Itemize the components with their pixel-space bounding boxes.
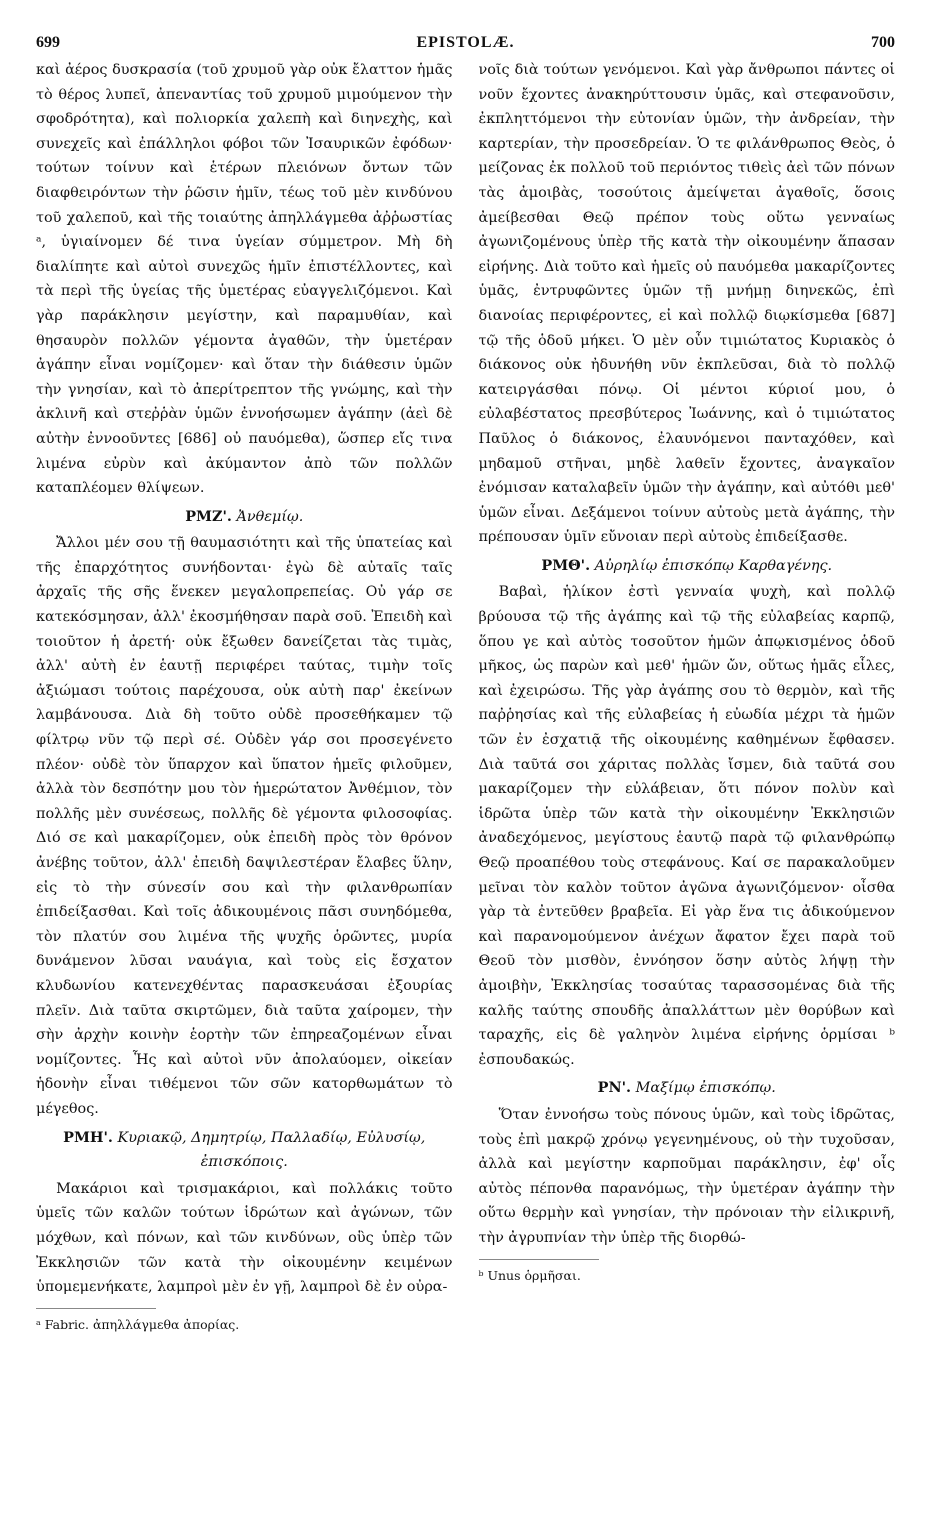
letter-number: ΡΜΘ'. — [541, 556, 591, 574]
text-columns — [36, 58, 895, 1337]
letter-body: Ἄλλοι μέν σου τῇ θαυμασιότητι καὶ τῆς ὑπατείας καὶ τῆς ἐπαρχότητος συνήδονται· ἐγὼ δὲ αὐταῖς ταῖς ἀρχαῖς τῆς σῆς ἕνεκεν μεγαλοπρεπείας. Οὐ γάρ σε κατεκόσμησαν, ἀλλ' ἐκοσμήθησαν παρὰ σοῦ. Ἐπειδὴ καὶ τοιοῦτον ἡ ἀρετή· οὐκ ἔξωθεν δανείζεται τὰς τιμὰς, ἀλλ' αὐτὴ ἐν ἑαυτῇ περιφέρει ταύτας, τιμὴν τοῖς ἀξιώμασι τούτοις παρέχουσα, οὐκ αὐτὴ παρ' ἐκείνων λαμβάνουσα. Διὰ δὴ τοῦτο οὐδὲ προσεθήκαμεν τῷ φίλτρῳ νῦν τῷ περὶ σέ. Οὐδὲν γάρ σοι προσεγένετο πλέον· οὐδὲ τὸν ὕπαρχον καὶ ὕπατον ἡμεῖς φιλοῦμεν, ἀλλὰ τὸν δεσπότην μου τὸν ἡμερώτατον Ἀνθέμιον, τὸν πολλῆς μὲν συνέσεως, πολλῆς δὲ γέμοντα φιλοσοφίας. Διό σε καὶ μακαρίζομεν, οὐκ ἐπειδὴ πρὸς τὸν θρόνον ἀνέβης τοῦτον, ἀλλ' ἐπειδὴ δαψιλεστέραν ἔλαβες ὕλην, εἰς τὸ τὴν σύνεσίν σου καὶ τὴν φιλανθρωπίαν ἐπιδείξασθαι. Καὶ τοῖς ἀδικουμένοις πᾶσι συνηδόμεθα, τὸν πλατύν σου λιμένα τῆς ψυχῆς ὁρῶντες, μυρία δυνάμενον λῦσαι ναυάγια, καὶ τοὺς εἰς ἔσχατον κλυδωνίου κατενεχθέντας παρασκευάσαι ἐξουρίας πλεῖν. Διὰ ταῦτα σκιρτῶμεν, διὰ ταῦτα χαίρομεν, τὴν σὴν ἀρχὴν κοινὴν ἑορτὴν τῶν ἐπηρεαζομένων εἶναι νομίζοντες. Ἧς καὶ αὐτοὶ νῦν ἀπολαύομεν, οἰκείαν ἡδονὴν εἶναι τιθέμενοι τῶν σῶν κατορθωμάτων τὸ μέγεθος. — [36, 535, 453, 1117]
letter-body: Βαβαὶ, ἡλίκον ἐστὶ γενναία ψυχὴ, καὶ πολλῷ βρύουσα τῷ τῆς ἀγάπης καὶ τῷ τῆς εὐλαβείας καρπῷ, ὅπου γε καὶ αὐτὸς τοσοῦτον ἡμῶν ἀπῳκισμένος ὁδοῦ μῆκος, ὡς παρὼν καὶ μεθ' ἡμῶν ὤν, οὕτως ἡμᾶς εἷλες, καὶ ἐχειρώσω. Τῆς γὰρ ἀγάπης σου τὸ θερμὸν, καὶ τῆς παῤῥησίας καὶ τῆς εὐλαβείας ἡ εὐωδία μέχρι τὰ ἡμῶν τῶν ἐν ἐσχατιᾷ τῆς οἰκουμένης καθημένων ἔφθασεν. Διὰ ταῦτά σοι χάριτας πολλὰς ἴσμεν, διὰ ταῦτά σου μακαρίζομεν τὴν εὐλάβειαν, ὅτι πόνον πολὺν καὶ ἱδρῶτα ὑπὲρ τῶν κατὰ τὴν οἰκουμένην Ἐκκλησιῶν ἀναδεχόμενος, μεγίστους ἑαυτῷ παρὰ τῷ φιλανθρώπῳ Θεῷ προαπέθου τοὺς στεφάνους. Καί σε παρακαλοῦμεν μεῖναι τὸν καλὸν τοῦτον ἀγῶνα ἀγωνιζόμενον· οἶσθα γὰρ τὰ ἐντεῦθεν βραβεῖα. Εἰ γὰρ ἕνα τις ἀδικούμενον καὶ παρανομούμενον ἀνέχων ἄφατον ἔχει παρὰ τοῦ Θεοῦ τὸν μισθὸν, ἐννόησον ὅσην αὐτὸς λήψῃ τὴν ἀμοιβὴν, Ἐκκλησίας τοσαύτας ταρασσομένας διὰ τῆς καλῆς ταύτης σπουδῆς ἀπαλλάττων μὲν θορύβων καὶ ταραχῆς, εἰς δὲ γαληνὸν λιμένα εἰρήνης ὁρμίσαι ᵇ ἐσπουδακώς. — [478, 584, 895, 1068]
letter-heading — [479, 1076, 896, 1101]
letter-addressee: Μαξίμῳ ἐπισκόπῳ. — [635, 1080, 776, 1097]
letter-continuation: νοῖς διὰ τούτων γενόμενοι. Καὶ γὰρ ἄνθρωποι πάντες οἱ νοῦν ἔχοντες ἀνακηρύττουσιν ὑμᾶς, καὶ στεφανοῦσιν, ἐκπληττόμενοι τὴν εὐτονίαν ὑμῶν, τὴν ἀνδρείαν, τὴν καρτερίαν, τὴν προσεδρείαν. Ὁ τε φιλάνθρωπος Θεὸς, ὁ μείζονας ἐκ πολλοῦ τοῦ περιόντος τιθεὶς ἀεὶ τῶν πόνων τὰς ἀμοιβὰς, τοσούτοις ἀμείψεται ἀγαθοῖς, ὅσοις ἀμείβεσθαι Θεῷ πρέπον τοὺς οὕτω γενναίως ἀγωνιζομένους ὑπὲρ τῆς κατὰ τὴν οἰκουμένην ἅπασαν εἰρήνης. Διὰ τοῦτο καὶ ἡμεῖς οὐ παυόμεθα μακαρίζοντες ὑμᾶς, ἐντρυφῶντες ὑμῶν τῇ μνήμῃ διηνεκῶς, ἐπὶ διανοίας περιφέροντες, εἰ καὶ πολλῷ διῳκίσμεθα [687] τῷ τῆς ὁδοῦ μήκει. Ὁ μὲν οὖν τιμιώτατος Κυριακὸς ὁ διάκονος οὐκ ἠδυνήθη νῦν ἐκπλεῦσαι, διὰ τὸ πολλῷ κατειργάσθαι πόνῳ. Οἱ μέντοι κύριοί μου, ὁ εὐλαβέστατος πρεσβύτερος Ἰωάννης, καὶ ὁ τιμιώτατος Παῦλος ὁ διάκονος, ἐλαυνόμενοι πανταχόθεν, καὶ μηδαμοῦ στῆναι, μηδὲ λαθεῖν ἔχοντες, ἀναγκαῖον ἐνόμισαν καταλαβεῖν ὑμῶν τὴν ἀγάπην, καὶ αὐτόθι μεθ' ὑμῶν εἶναι. Δεξάμενοι τοίνυν αὐτοὺς μετὰ ἀγάπης, τὴν πρέπουσαν ὑμῖν εὔνοιαν περὶ αὐτοὺς ἐπιδείξασθε. — [478, 62, 895, 546]
letter-continuation: καὶ ἀέρος δυσκρασία (τοῦ χρυμοῦ γὰρ οὐκ ἔλαττον ἡμᾶς τὸ θέρος λυπεῖ, ἀπεναντίας τοῦ χρυμοῦ μιμούμενον τὴν σφοδρότητα), καὶ πολιορκία χαλεπὴ καὶ διηνεχὴς, καὶ συνεχεῖς καὶ ἐπάλληλοι φόβοι τῶν Ἰσαυρικῶν ἐφόδων· τούτων τοίνυν καὶ ἑτέρων πλειόνων ὄντων τῶν διαφθειρόντων τὴν ῥῶσιν ἡμῖν, τέως τοῦ μὲν κινδύνου τοῦ χαλεποῦ, καὶ τῆς τοιαύτης ἀπηλλάγμεθα ἀῤῥωστίας ᵃ, ὑγιαίνομεν δέ τινα ὑγείαν σύμμετρον. Μὴ δὴ διαλίπητε καὶ αὐτοὶ συνεχῶς ἡμῖν ἐπιστέλλοντες, καὶ τὰ περὶ τῆς ὑγείας τῆς ὑμετέρας εὐαγγελιζόμενοι. Καὶ γὰρ παράκλησιν μεγίστην, καὶ παραμυθίαν, καὶ θησαυρὸν πολλῶν γέμοντα ἀγαθῶν, τὴν ὑμετέραν ἀγάπην εἶναι νομίζομεν· καὶ ὅταν τὴν διάθεσιν ὑμῶν τὴν γνησίαν, καὶ τὸ ἀπερίτρεπτον τῆς γνώμης, καὶ τὴν ἀκλινῆ καὶ στεῤῥὰν ὑμῶν ἐννοήσωμεν ἀγάπην (ἀεὶ δὲ αὐτὴν ἐννοοῦντες [686] οὐ παυόμεθα), ὥσπερ εἴς τινα λιμένα εὐρὺν καὶ ἀκύμαντον ἀπὸ τῶν πολλῶν καταπλέομεν θλίψεων. — [36, 62, 453, 497]
right-column — [479, 58, 896, 1337]
letter-body: Μακάριοι καὶ τρισμακάριοι, καὶ πολλάκις τοῦτο ὑμεῖς τῶν καλῶν τούτων ἱδρώτων καὶ ἀγώνων, τῶν μόχθων, καὶ πόνων, καὶ τῶν κινδύνων, οὓς ὑπὲρ τῶν Ἐκκλησιῶν τῶν κατὰ τὴν οἰκουμένην κειμένων ὑπομεμενήκατε, λαμπροὶ μὲν ἐν γῇ, λαμπροὶ δὲ ἐν οὐρα- — [36, 1180, 453, 1296]
letter-heading — [479, 554, 896, 579]
letter-number: ΡΝ'. — [597, 1079, 632, 1097]
running-head — [36, 34, 895, 52]
letter-addressee: Κυριακῷ, Δημητρίῳ, Παλλαδίῳ, Εὐλυσίῳ, ἐπισκόποις. — [117, 1129, 426, 1171]
letter-addressee: Ἀνθεμίῳ. — [236, 508, 304, 525]
letter-number: ΡΜΗ'. — [63, 1128, 113, 1146]
right-page-number: 700 — [870, 34, 895, 51]
left-column — [36, 58, 453, 1337]
running-title: EPISTOLÆ. — [416, 34, 515, 51]
left-page-number: 699 — [36, 34, 60, 51]
footnote: ᵃ Fabric. ἀπηλλάγμεθα ἀπορίας. — [36, 1316, 240, 1332]
letter-heading — [36, 505, 453, 530]
letter-number: ΡΜΖ'. — [185, 507, 232, 525]
footnote-rule — [479, 1259, 599, 1260]
letter-body: Ὅταν ἐννοήσω τοὺς πόνους ὑμῶν, καὶ τοὺς ἱδρῶτας, τοὺς ἐπὶ μακρῷ χρόνῳ γεγενημένους, οὐ τὴν τυχοῦσαν, ἀλλὰ καὶ μεγίστην καρποῦμαι παράκλησιν, ἐφ' οἷς αὐτὸς πέπονθα παρανόμως, τὴν ὑμετέραν ἀγάπην τὴν οὕτω θερμὴν καὶ γνησίαν, τὴν πρόνοιαν τὴν εἰλικρινῆ, τὴν ἀγρυπνίαν τὴν ὑπὲρ τῆς διορθώ- — [478, 1106, 895, 1246]
letter-heading — [36, 1126, 453, 1175]
footnote: ᵇ Unus ὁρμῆσαι. — [478, 1267, 581, 1283]
footnote-rule — [36, 1308, 156, 1309]
letter-addressee: Αὐρηλίῳ ἐπισκόπῳ Καρθαγένης. — [594, 557, 833, 574]
